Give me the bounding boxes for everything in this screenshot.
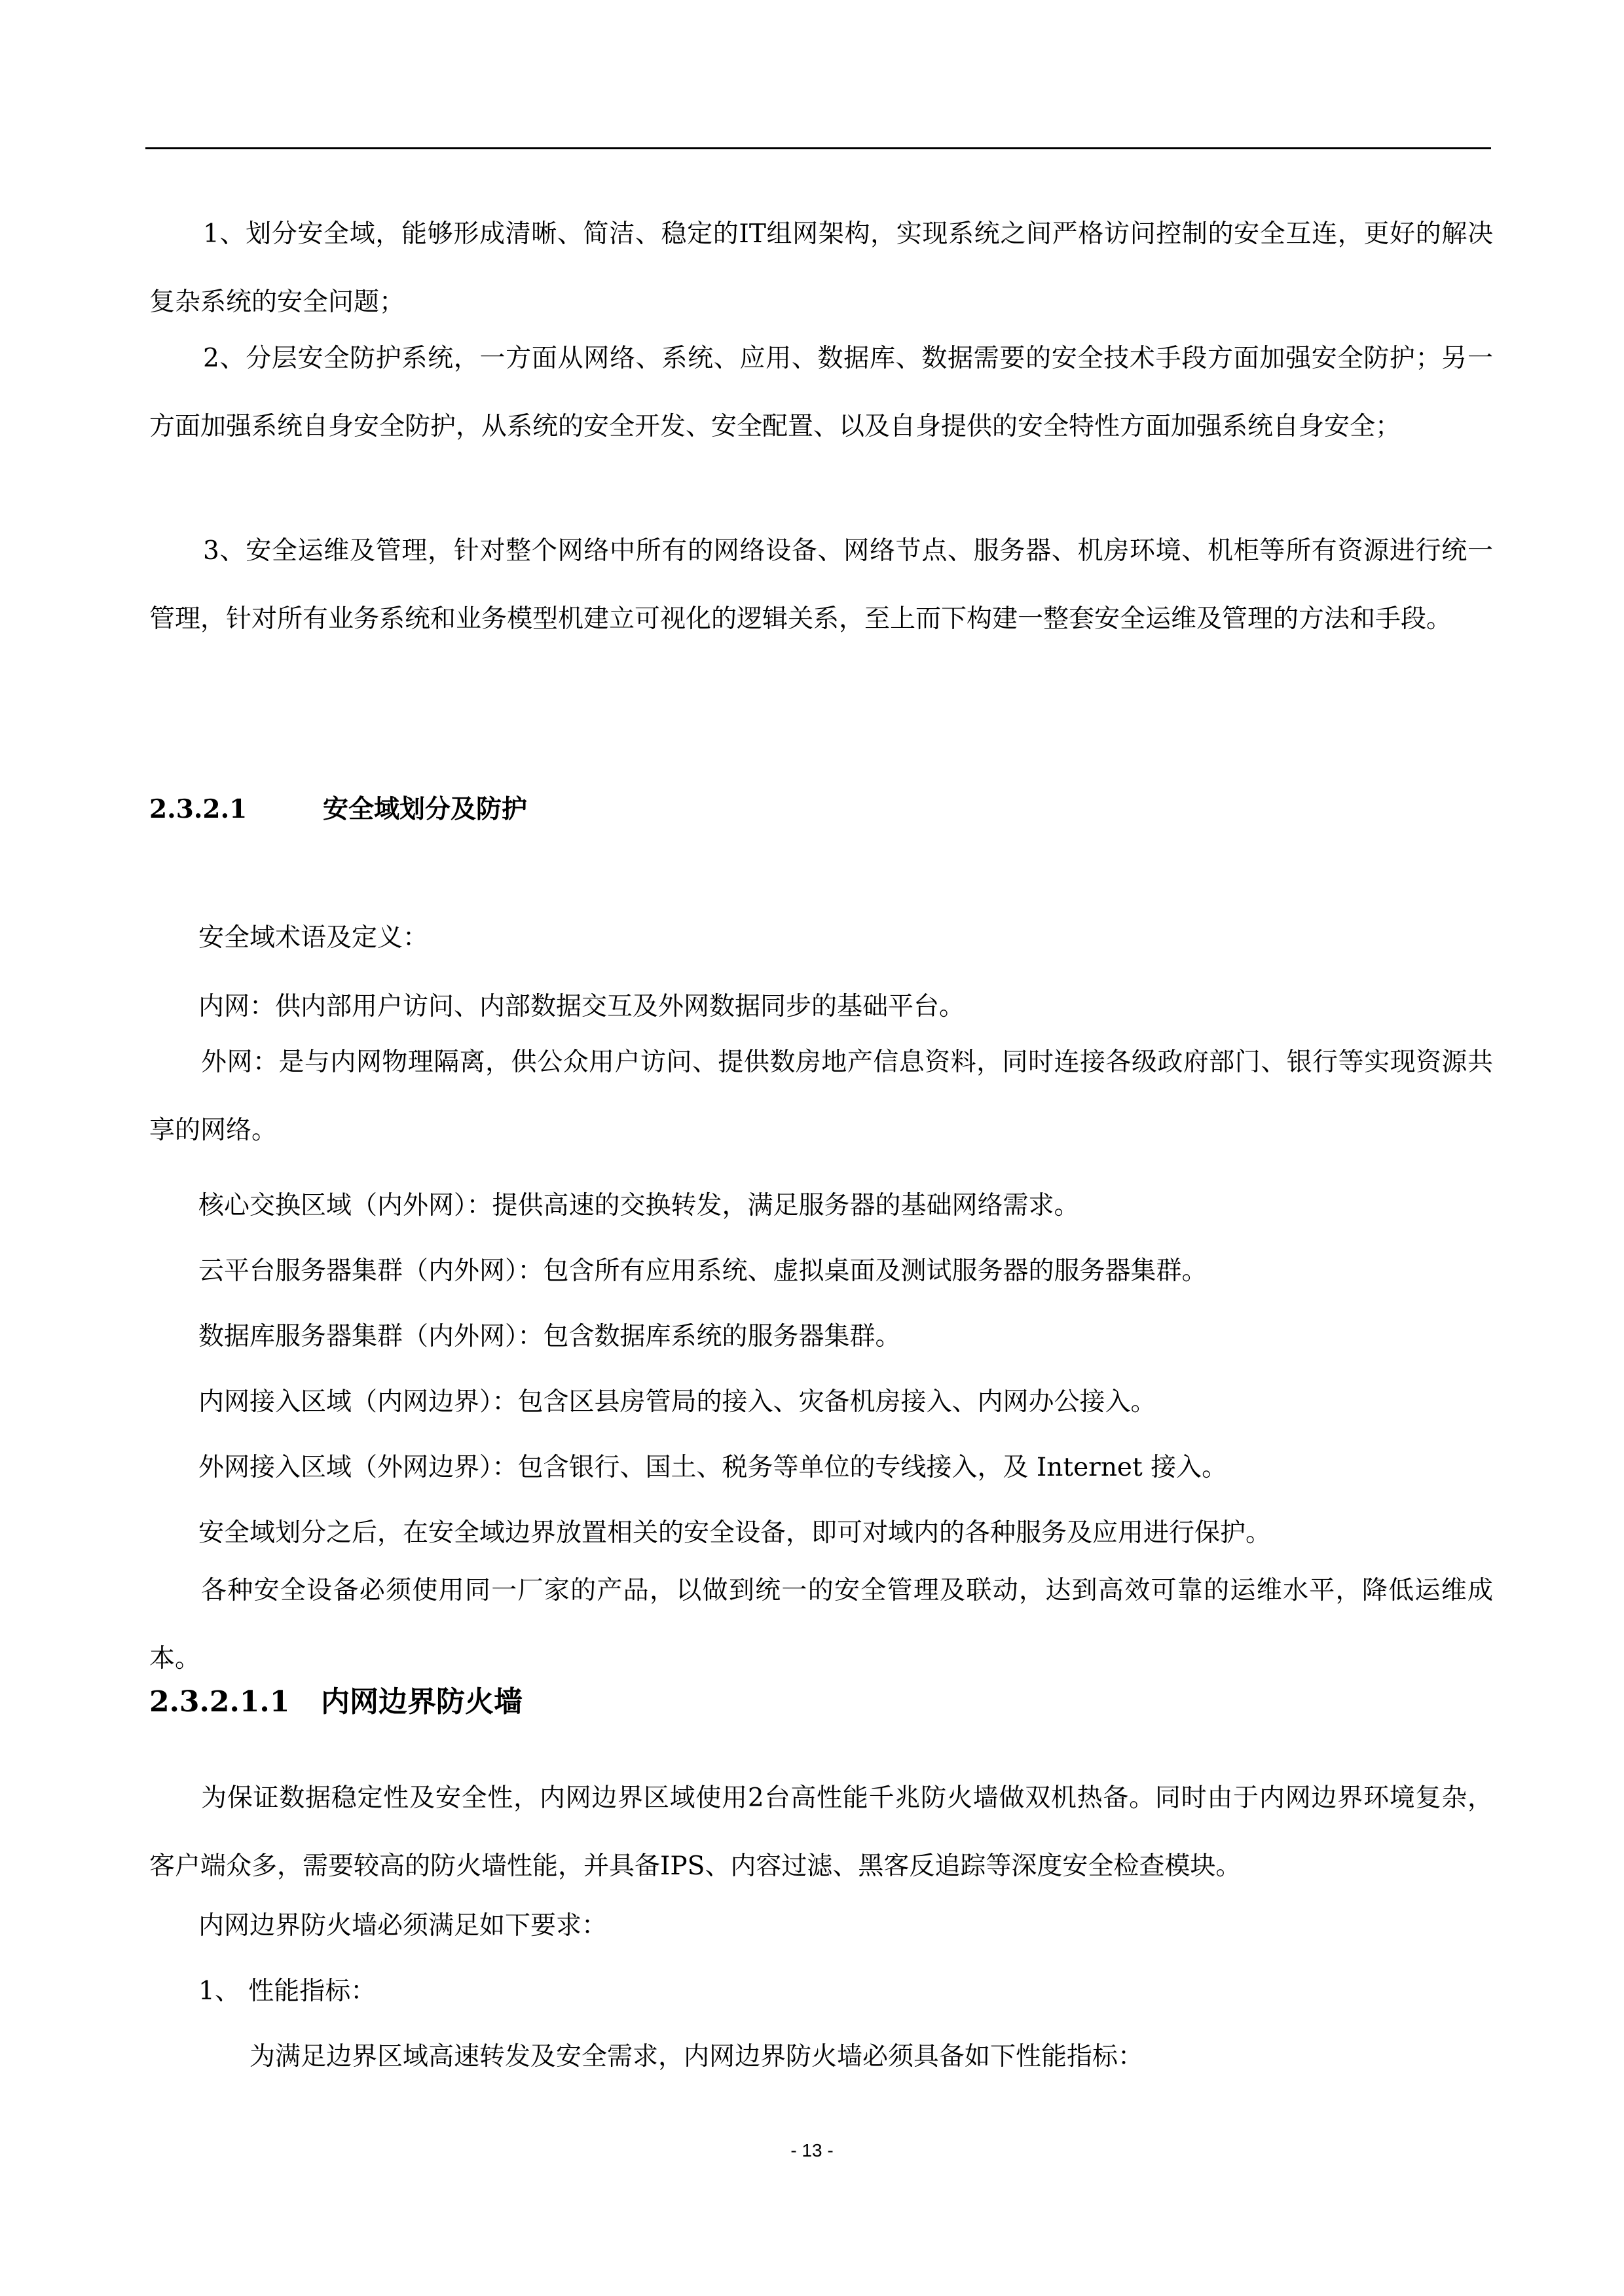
subsection-number: 2.3.2.1.1 <box>149 1685 290 1719</box>
paragraph-domain-protection: 安全域划分之后，在安全域边界放置相关的安全设备，即可对域内的各种服务及应用进行保护。 <box>198 1518 1272 1548</box>
page-number: - 13 - <box>790 2140 834 2160</box>
firewall-requirement: 内网边界防火墙必须满足如下要求： <box>198 1911 608 1941</box>
section-number: 2.3.2.1 <box>149 794 248 824</box>
header-rule <box>145 147 1491 149</box>
definition-cloud-cluster: 云平台服务器集群（内外网）：包含所有应用系统、虚拟桌面及测试服务器的服务器集群。 <box>198 1256 1208 1286</box>
paragraph-security-domain: 1、划分安全域，能够形成清晰、简洁、稳定的IT组网架构，实现系统之间严格访问控制的安全互连，更好的解决复杂系统的安全问题； <box>149 219 1493 317</box>
definition-extranet-access: 外网接入区域（外网边界）：包含银行、国土、税务等单位的专线接入，及 Internet 接入。 <box>198 1453 1228 1482</box>
section-heading <box>149 790 527 829</box>
definition-extranet: 外网：是与内网物理隔离，供公众用户访问、提供数房地产信息资料，同时连接各级政府部门、银行等实现资源共享的网络。 <box>149 1048 1493 1145</box>
performance-detail: 为满足边界区域高速转发及安全需求，内网边界防火墙必须具备如下性能指标： <box>249 2042 1144 2071</box>
definition-intranet-access: 内网接入区域（内网边界）：包含区县房管局的接入、灾备机房接入、内网办公接入。 <box>198 1387 1156 1417</box>
list-item-performance: 1、 性能指标： <box>198 1977 377 2006</box>
definition-core-switch: 核心交换区域（内外网）：提供高速的交换转发，满足服务器的基础网络需求。 <box>198 1191 1080 1220</box>
definitions-intro: 安全域术语及定义： <box>198 923 429 953</box>
paragraph-layered-protection: 2、分层安全防护系统，一方面从网络、系统、应用、数据库、数据需要的安全技术手段方面加强安全防护；另一方面加强系统自身安全防护，从系统的安全开发、安全配置、以及自身提供的安全特性方面加强系统自身安全； <box>149 344 1493 441</box>
paragraph-firewall-intro: 为保证数据稳定性及安全性，内网边界区域使用2台高性能千兆防火墙做双机热备。同时由于内网边界环境复杂，客户端众多，需要较高的防火墙性能，并具备IPS、内容过滤、黑客反追踪等深度安全检查模块。 <box>149 1783 1493 1881</box>
definition-db-cluster: 数据库服务器集群（内外网）：包含数据库系统的服务器集群。 <box>198 1322 901 1351</box>
section-title: 安全域划分及防护 <box>323 794 528 824</box>
definition-intranet: 内网：供内部用户访问、内部数据交互及外网数据同步的基础平台。 <box>198 992 965 1021</box>
paragraph-operations-management: 3、安全运维及管理，针对整个网络中所有的网络设备、网络节点、服务器、机房环境、机柜等所有资源进行统一管理，针对所有业务系统和业务模型机建立可视化的逻辑关系，至上而下构建一整套安全运维及管理的方法和手段。 <box>149 536 1493 634</box>
subsection-heading <box>149 1679 523 1725</box>
paragraph-same-vendor: 各种安全设备必须使用同一厂家的产品，以做到统一的安全管理及联动，达到高效可靠的运维水平，降低运维成本。 <box>149 1576 1493 1673</box>
subsection-title: 内网边界防火墙 <box>321 1685 523 1719</box>
